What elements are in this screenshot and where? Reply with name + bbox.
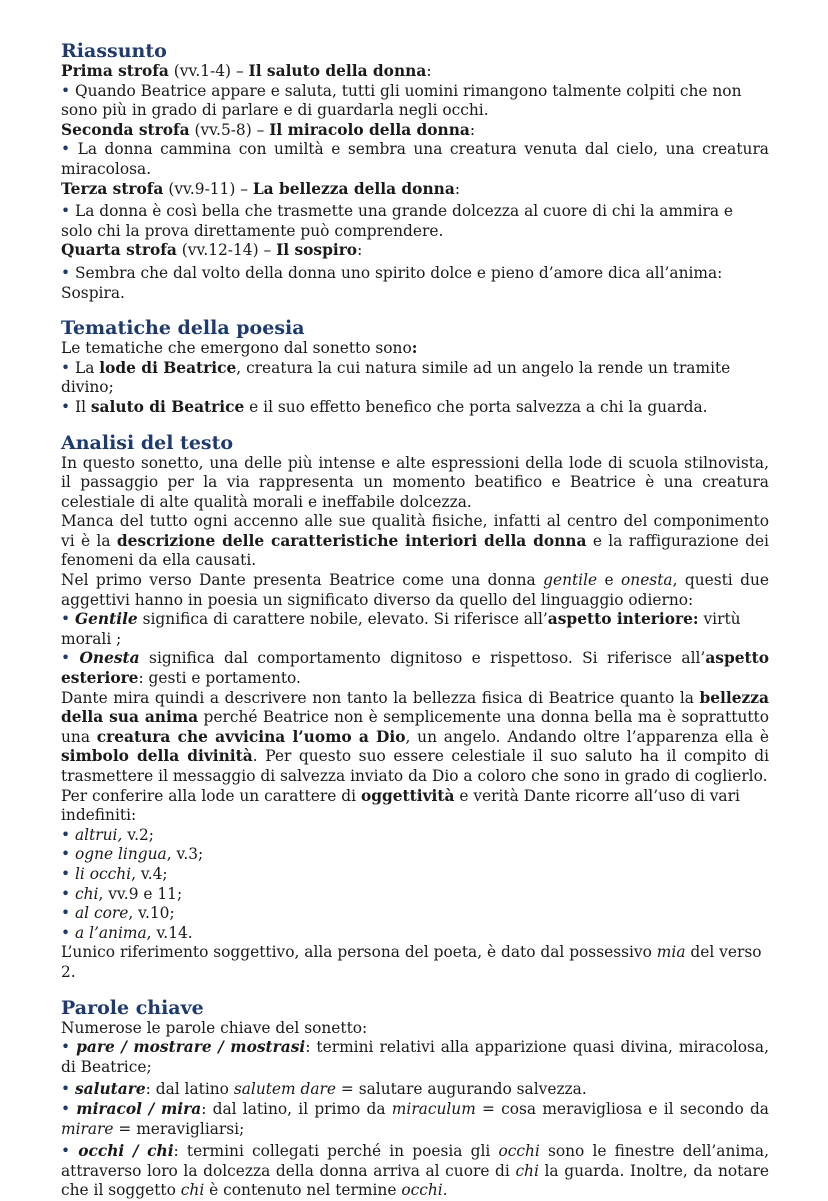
indefinito-item: • altrui, v.2; bbox=[61, 825, 154, 844]
bullet-icon: • bbox=[61, 845, 71, 864]
bullet-icon: • bbox=[61, 1080, 71, 1099]
bullet-icon: • bbox=[61, 904, 71, 923]
parole-chiave-heading: Parole chiave bbox=[61, 996, 204, 1019]
bullet-icon: • bbox=[61, 358, 71, 377]
analisi-paragraph-2: Manca del tutto ogni accenno alle sue qualità fisiche, infatti al centro del componimento vi è la descrizione delle caratteristiche interiori della donna e la raffigurazione dei fenomeni da ella causati. bbox=[61, 512, 769, 570]
bullet-icon: • bbox=[61, 397, 71, 416]
section-parole-chiave bbox=[61, 997, 769, 1201]
keyword-item: • occhi / chi: termini collegati perché in poesia gli occhi sono le finestre dell’anima, attraverso loro la dolcezza della donna arriva al cuore di chi la guarda. Inoltre, da notare che il soggetto chi è contenuto nel termine occhi. bbox=[61, 1142, 769, 1200]
indefinito-item: • al core, v.10; bbox=[61, 904, 175, 923]
stanza-4-text: • Sembra che dal volto della donna uno spirito dolce e pieno d’amore dica all’anima: Sospira. bbox=[61, 263, 723, 302]
tematiche-item: • La lode di Beatrice, creatura la cui natura simile ad un angelo la rende un tramite divino; bbox=[61, 358, 731, 397]
definition-gentile: • Gentile significa di carattere nobile, elevato. Si riferisce all’aspetto interiore: virtù morali ; bbox=[61, 610, 741, 648]
definition-onesta: • Onesta significa dal comportamento dignitoso e rispettoso. Si riferisce all’aspetto esteriore: gesti e portamento. bbox=[61, 649, 769, 688]
riassunto-heading: Riassunto bbox=[61, 40, 167, 62]
analisi-paragraph-4: Dante mira quindi a descrivere non tanto la bellezza fisica di Beatrice quanto la bellezza della sua anima perché Beatrice non è semplicemente una donna bella ma è soprattutto una creatura che avvicina l’uomo a Dio, un angelo. Andando oltre l’apparenza ella è simbolo della divinità. Per questo suo essere celestiale il suo saluto ha il compito di trasmettere il messaggio di salvezza inviato da Dio a coloro che sono in grado di coglierlo. bbox=[61, 688, 770, 785]
indefinito-item: • chi, vv.9 e 11; bbox=[61, 884, 183, 903]
bullet-icon: • bbox=[61, 1038, 71, 1057]
section-riassunto bbox=[61, 40, 769, 303]
tematiche-intro: Le tematiche che emergono dal sonetto sono: bbox=[61, 339, 418, 358]
stanza-1-text: • Quando Beatrice appare e saluta, tutti gli uomini rimangono talmente colpiti che non sono più in grado di parlare e di guardarla negli occhi. bbox=[61, 81, 742, 120]
analisi-paragraph-5: Per conferire alla lode un carattere di oggettività e verità Dante ricorre all’uso di vari indefiniti: bbox=[61, 786, 740, 825]
bullet-icon: • bbox=[61, 140, 71, 159]
bullet-icon: • bbox=[61, 1142, 71, 1161]
stanza-3-text: • La donna è così bella che trasmette una grande dolcezza al cuore di chi la ammira e solo chi la prova direttamente può comprendere. bbox=[61, 202, 734, 240]
bullet-icon: • bbox=[61, 263, 71, 282]
keyword-item: • salutare: dal latino salutem dare = salutare augurando salvezza. bbox=[61, 1080, 587, 1099]
stanza-2-heading: Seconda strofa (vv.5-8) – Il miracolo della donna: bbox=[61, 120, 476, 139]
section-analisi bbox=[61, 432, 769, 983]
keyword-item: • miracol / mira: dal latino, il primo da miraculum = cosa meravigliosa e il secondo da mirare = meravigliarsi; bbox=[61, 1099, 769, 1138]
bullet-icon: • bbox=[61, 923, 71, 942]
analisi-heading: Analisi del testo bbox=[61, 431, 234, 454]
bullet-icon: • bbox=[61, 610, 71, 629]
stanza-2-text: • La donna cammina con umiltà e sembra una creatura venuta dal cielo, una creatura miracolosa. bbox=[61, 140, 769, 178]
stanza-3-heading: Terza strofa (vv.9-11) – La bellezza della donna: bbox=[61, 179, 460, 198]
bullet-icon: • bbox=[61, 649, 71, 668]
tematiche-heading: Tematiche della poesia bbox=[61, 317, 305, 340]
bullet-icon: • bbox=[61, 202, 71, 221]
document-page bbox=[61, 40, 769, 1201]
section-tematiche bbox=[61, 317, 769, 417]
bullet-icon: • bbox=[61, 1099, 71, 1118]
bullet-icon: • bbox=[61, 864, 71, 883]
indefinito-item: • ogne lingua, v.3; bbox=[61, 845, 204, 864]
analisi-paragraph-1: In questo sonetto, una delle più intense e alte espressioni della lode di scuola stilnovista, il passaggio per la via rappresenta un momento beatifico e Beatrice è una creatura celestiale di alte qualità morali e ineffabile dolcezza. bbox=[61, 453, 769, 511]
bullet-icon: • bbox=[61, 81, 71, 100]
bullet-icon: • bbox=[61, 825, 71, 844]
bullet-icon: • bbox=[61, 884, 71, 903]
analisi-paragraph-3: Nel primo verso Dante presenta Beatrice come una donna gentile e onesta, questi due aggettivi hanno in poesia un significato diverso da quello del linguaggio odierno: bbox=[61, 571, 769, 609]
tematiche-item: • Il saluto di Beatrice e il suo effetto benefico che porta salvezza a chi la guarda. bbox=[61, 397, 708, 416]
keyword-item: • pare / mostrare / mostrasi: termini relativi alla apparizione quasi divina, miracolosa, di Beatrice; bbox=[61, 1038, 769, 1076]
indefinito-item: • li occhi, v.4; bbox=[61, 864, 168, 883]
indefinito-item: • a l’anima, v.14. bbox=[61, 923, 193, 942]
analisi-paragraph-6: L’unico riferimento soggettivo, alla persona del poeta, è dato dal possessivo mia del verso 2. bbox=[61, 943, 762, 981]
parole-intro: Numerose le parole chiave del sonetto: bbox=[61, 1018, 368, 1037]
stanza-1-heading: Prima strofa (vv.1-4) – Il saluto della donna: bbox=[61, 62, 432, 80]
stanza-4-heading: Quarta strofa (vv.12-14) – Il sospiro: bbox=[61, 241, 363, 260]
